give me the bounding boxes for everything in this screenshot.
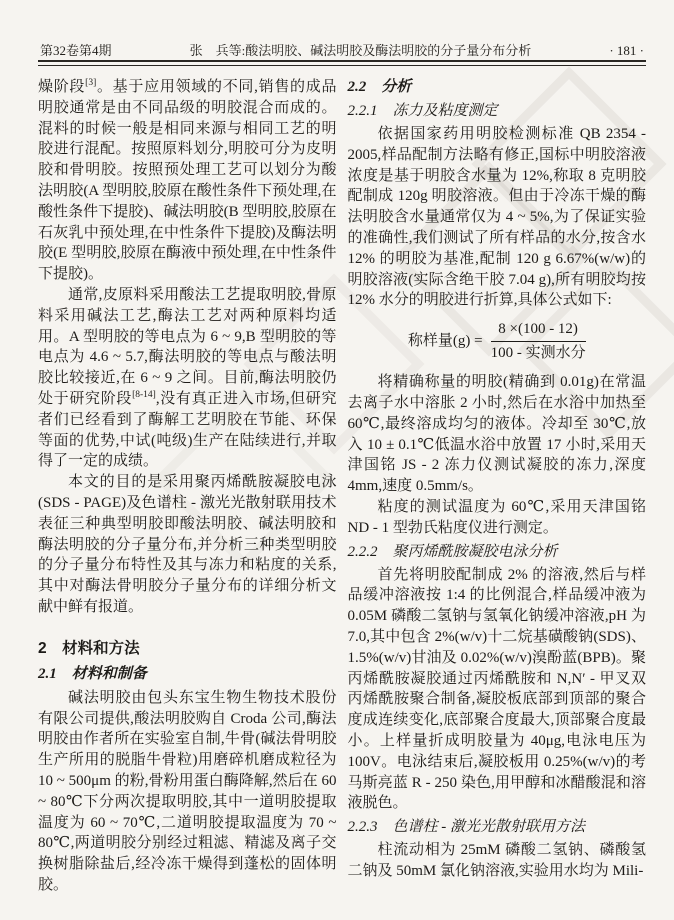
paragraph-text: ,没有真正进入市场,但研究者们已经看到了酶解工艺明胶在节能、环保等面的优势,中试(吨级)生产在陆续进行,并取得了一定的成绩。	[38, 390, 337, 470]
right-column	[348, 77, 647, 896]
paragraph-gel-strength-test: 将精确称量的明胶(精确到 0.01g)在常温去离子水中溶胀 2 小时,然后在水浴中加热至 60℃,最终溶成均匀的液体。冷却至 30℃,放入 10 ± 0.1℃低温水浴中放置 17 小时,采用天津国铭 JS - 2 冻力仪测试凝胶的冻力,深度 4mm,速度 0.5mm/s。	[347, 374, 646, 495]
paragraph-gel-standard: 依据国家药用明胶检测标准 QB 2354 - 2005,样品配制方法略有修正,国标中明胶溶液浓度是基于明胶含水量为 12%,称取 8 克明胶配制成 120g 明胶溶液。但由于冷冻干燥的酶法明胶含水量通常仅为 4 ~ 5%,为了保证实验的准确性,我们测试了所有样品的水分,按含水 12% 的明胶为基准,配制 120 g 6.67%(w/w)的明胶溶液(实际含绝干胶 7.04 g),所有明胶均按 12% 水分的明胶进行折算,具体公式如下:	[347, 126, 646, 309]
sample-weight-formula	[348, 320, 647, 363]
paragraph-text: 。基于应用领域的不同,销售的成品明胶通常是由不同品级的明胶混合而成的。混料的时候一般是相同来源与相同工艺的明胶进行混配。按照原料划分,明胶可分为皮明胶和骨明胶。按照预处理工艺可以划分为酸法明胶(A 型明胶,胶原在酸性条件下预处理,在酸性条件下提胶)、碱法明胶(B 型明胶,胶原在石灰乳中预处理,在中性条件下提胶)及酶法明胶(E 型明胶,胶原在酶液中预处理,在中性条件下提胶)。	[38, 79, 337, 283]
running-title: 张 兵等:酸法明胶、碱法明胶及酶法明胶的分子量分布分析	[189, 43, 532, 58]
page-number: · 181 ·	[609, 43, 644, 58]
paragraph-text: 燥阶段	[38, 79, 86, 95]
citation-ref-3: [3]	[85, 78, 97, 88]
section-2-2-2-heading: 2.2.2 聚丙烯酰胺凝胶电泳分析	[347, 543, 558, 560]
header-double-rule	[38, 60, 646, 66]
left-column	[38, 77, 337, 896]
section-2-1-heading: 2.1 材料和制备	[38, 665, 147, 682]
paragraph-column-method: 柱流动相为 25mM 磷酸二氢钠、磷酸氢二钠及 50mM 氯化钠溶液,实验用水均为 Mili-	[347, 842, 646, 879]
paragraph-process-overview	[38, 285, 337, 472]
two-column-body	[38, 77, 646, 896]
paragraph-viscosity-test: 粘度的测试温度为 60℃,采用天津国铭 ND - 1 型勃氏粘度仪进行测定。	[347, 498, 646, 536]
formula-denominator: 100 - 实测水分	[490, 345, 586, 362]
section-2-2-3-heading: 2.2.3 色谱柱 - 激光光散射联用方法	[347, 819, 585, 836]
formula-numerator: 8 ×(100 - 12)	[491, 320, 586, 342]
section-2-heading: 2 材料和方法	[38, 639, 140, 657]
citation-ref-8-14: [8-14]	[132, 389, 156, 400]
section-2-2-1-heading: 2.2.1 冻力及粘度测定	[347, 103, 498, 119]
paragraph-purpose: 本文的目的是采用聚丙烯酰胺凝胶电泳(SDS - PAGE)及色谱柱 - 激光光散射联用技术表征三种典型明胶即酸法明胶、碱法明胶和酶法明胶的分子量分布,并分析三种类型明胶的分子量分布特性及其与冻力和粘度的关系,其中对酶法骨明胶分子量分布的详细分析文献中鲜有报道。	[38, 474, 337, 615]
paragraph-continued	[38, 77, 337, 285]
paragraph-materials: 碱法明胶由包头东宝生物生物技术股份有限公司提供,酸法明胶购自 Croda 公司,酶法明胶由作者所在实验室自制,牛骨(碱法骨明胶生产所用的脱脂牛骨粒)用磨碎机磨成粒径为 10 ~ 500μm 的粉,骨粉用蛋白酶降解,然后在 60 ~ 80℃下分两次提取明胶,其中一道明胶提取温度为 60 ~ 70℃,二道明胶提取温度为 70 ~ 80℃,两道明胶分别经过粗滤、精滤及离子交换树脂除盐后,经冷冻干燥得到蓬松的固体明胶。	[38, 689, 337, 893]
section-2-2-heading: 2.2 分析	[347, 79, 412, 95]
formula-fraction	[491, 320, 586, 363]
volume-issue: 第32卷第4期	[40, 43, 112, 58]
formula-lhs: 称样量(g) =	[407, 333, 483, 350]
page-header	[40, 40, 644, 59]
paragraph-text: 通常,皮原料采用酸法工艺提取明胶,骨原料采用碱法工艺,酶法工艺对两种原料均适用。A 型明胶的等电点为 6 ~ 9,B 型明胶的等电点为 4.6 ~ 5.7,酶法明胶的等电点与酸法明胶比较接近,在 6 ~ 9 之间。目前,酶法明胶仍处于研究阶段	[38, 286, 337, 407]
paragraph-electrophoresis: 首先将明胶配制成 2% 的溶液,然后与样品缓冲溶液按 1:4 的比例混合,样品缓冲液为 0.05M 磷酸二氢钠与氢氧化钠缓冲溶液,pH 为 7.0,其中包含 2%(w/v)十二烷基磺酸钠(SDS)、1.5%(w/v)甘油及 0.02%(w/v)溴酚蓝(BPB)。聚丙烯酰胺凝胶通过丙烯酰胺和 N,N′ - 甲叉双丙烯酰胺聚合制备,凝胶板底部到顶部的聚合度成连续变化,底部聚合度最大,顶部聚合度最小。上样量折成明胶量为 40μg,电泳电压为 100V。电泳结束后,凝胶板用 0.25%(w/v)的考马斯亮蓝 R - 250 染色,用甲醇和冰醋酸混和溶液脱色。	[347, 566, 646, 812]
